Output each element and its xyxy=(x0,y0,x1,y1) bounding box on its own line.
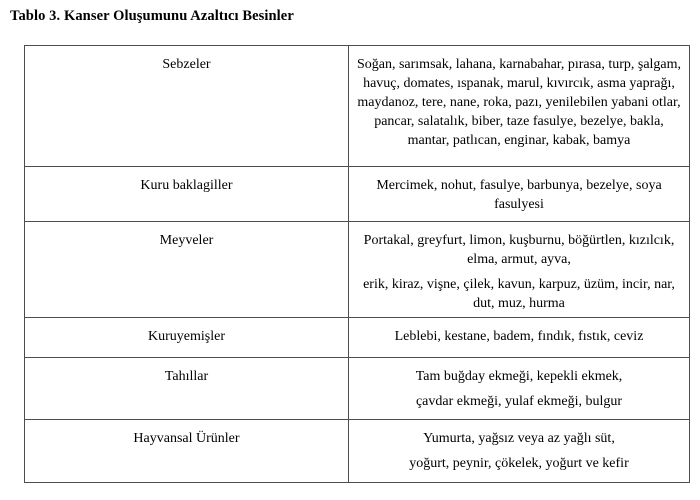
foods-cell xyxy=(349,167,690,222)
table-row xyxy=(25,420,690,483)
foods-text: Soğan, sarımsak, lahana, karnabahar, pırasa, turp, şalgam, havuç, domates, ıspanak, marul, kıvırcık, asma yaprağı, maydanoz, tere, nane, roka, pazı, yenilebilen yabani otlar, pancar, salatalık, biber, taze fasulye, bezelye, bakla, mantar, patlıcan, enginar, kabak, bamya xyxy=(356,57,682,148)
category-label: Kuruyemişler xyxy=(148,329,225,344)
foods-text: Tam buğday ekmeği, kepekli ekmek, xyxy=(415,369,623,384)
foods-text: yoğurt, peynir, çökelek, yoğurt ve kefir xyxy=(409,456,629,471)
foods-cell xyxy=(349,318,690,358)
category-label: Tahıllar xyxy=(164,369,209,384)
category-cell xyxy=(25,222,349,318)
category-cell xyxy=(25,318,349,358)
foods-text: Yumurta, yağsız veya az yağlı süt, xyxy=(423,431,615,446)
foods-table xyxy=(24,45,690,483)
foods-text: Mercimek, nohut, fasulye, barbunya, bezelye, soya fasulyesi xyxy=(376,178,662,212)
table-row xyxy=(25,46,690,167)
foods-cell xyxy=(349,420,690,483)
table-title: Tablo 3. Kanser Oluşumunu Azaltıcı Besinler xyxy=(10,8,294,24)
foods-text: çavdar ekmeği, yulaf ekmeği, bulgur xyxy=(415,394,623,409)
category-label: Meyveler xyxy=(159,233,214,248)
foods-text: Leblebi, kestane, badem, fındık, fıstık, ceviz xyxy=(394,329,644,344)
foods-cell xyxy=(349,358,690,420)
table-row xyxy=(25,222,690,318)
category-label: Kuru baklagiller xyxy=(140,178,233,193)
foods-cell xyxy=(349,46,690,167)
category-label: Hayvansal Ürünler xyxy=(133,431,240,446)
foods-text: erik, kiraz, vişne, çilek, kavun, karpuz, üzüm, incir, nar, dut, muz, hurma xyxy=(363,277,675,311)
table-row xyxy=(25,318,690,358)
category-label: Sebzeler xyxy=(162,57,211,72)
foods-text: Portakal, greyfurt, limon, kuşburnu, böğürtlen, kızılcık, elma, armut, ayva, xyxy=(363,233,675,267)
category-cell xyxy=(25,358,349,420)
foods-cell xyxy=(349,222,690,318)
category-cell xyxy=(25,167,349,222)
foods-table-body xyxy=(25,46,690,483)
category-cell xyxy=(25,46,349,167)
table-row xyxy=(25,167,690,222)
table-row xyxy=(25,358,690,420)
category-cell xyxy=(25,420,349,483)
